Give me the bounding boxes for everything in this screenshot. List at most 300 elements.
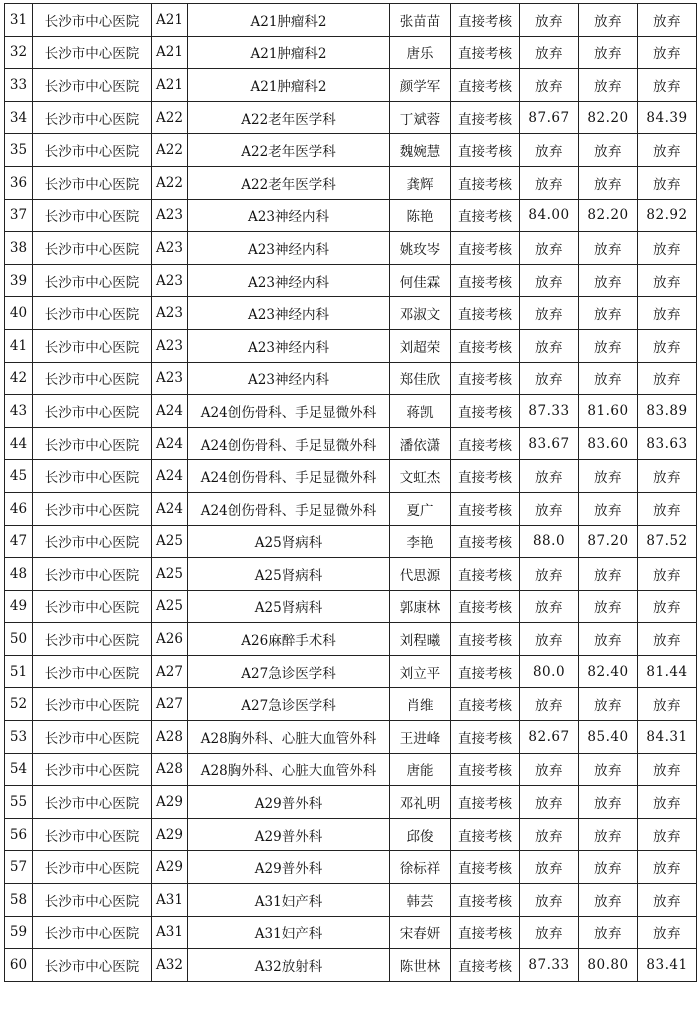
- score-1-cell: 87.67: [520, 101, 579, 134]
- row-number-cell: 36: [5, 166, 33, 199]
- score-1-cell: 放弃: [520, 558, 579, 591]
- hospital-cell: 长沙市中心医院: [33, 492, 152, 525]
- candidate-name-cell: 颜学军: [390, 69, 451, 102]
- score-1-cell: 放弃: [520, 36, 579, 69]
- hospital-cell: 长沙市中心医院: [33, 395, 152, 428]
- row-number-cell: 55: [5, 786, 33, 819]
- hospital-cell: 长沙市中心医院: [33, 264, 152, 297]
- hospital-cell: 长沙市中心医院: [33, 297, 152, 330]
- candidate-name-cell: 刘程曦: [390, 623, 451, 656]
- assessment-type-cell: 直接考核: [451, 134, 520, 167]
- dept-code-cell: A25: [152, 525, 188, 558]
- score-2-cell: 放弃: [579, 329, 638, 362]
- row-number-cell: 39: [5, 264, 33, 297]
- assessment-type-cell: 直接考核: [451, 525, 520, 558]
- score-2-cell: 82.20: [579, 199, 638, 232]
- department-cell: A31妇产科: [188, 884, 390, 917]
- row-number-cell: 40: [5, 297, 33, 330]
- row-number-cell: 33: [5, 69, 33, 102]
- score-1-cell: 放弃: [520, 753, 579, 786]
- dept-code-cell: A32: [152, 949, 188, 982]
- score-3-cell: 放弃: [638, 460, 697, 493]
- score-3-cell: 放弃: [638, 362, 697, 395]
- department-cell: A23神经内科: [188, 232, 390, 265]
- score-3-cell: 81.44: [638, 655, 697, 688]
- row-number-cell: 49: [5, 590, 33, 623]
- score-2-cell: 放弃: [579, 492, 638, 525]
- dept-code-cell: A29: [152, 851, 188, 884]
- dept-code-cell: A28: [152, 753, 188, 786]
- row-number-cell: 60: [5, 949, 33, 982]
- dept-code-cell: A24: [152, 395, 188, 428]
- assessment-type-cell: 直接考核: [451, 166, 520, 199]
- score-2-cell: 82.40: [579, 655, 638, 688]
- score-3-cell: 放弃: [638, 688, 697, 721]
- score-2-cell: 81.60: [579, 395, 638, 428]
- table-row: [5, 590, 697, 623]
- hospital-cell: 长沙市中心医院: [33, 818, 152, 851]
- table-row: [5, 427, 697, 460]
- score-2-cell: 放弃: [579, 590, 638, 623]
- dept-code-cell: A21: [152, 36, 188, 69]
- score-2-cell: 放弃: [579, 36, 638, 69]
- candidate-name-cell: 郑佳欣: [390, 362, 451, 395]
- candidate-name-cell: 徐标祥: [390, 851, 451, 884]
- hospital-cell: 长沙市中心医院: [33, 753, 152, 786]
- hospital-cell: 长沙市中心医院: [33, 558, 152, 591]
- hospital-cell: 长沙市中心医院: [33, 786, 152, 819]
- assessment-type-cell: 直接考核: [451, 69, 520, 102]
- dept-code-cell: A31: [152, 884, 188, 917]
- department-cell: A23神经内科: [188, 297, 390, 330]
- score-3-cell: 83.63: [638, 427, 697, 460]
- assessment-type-cell: 直接考核: [451, 655, 520, 688]
- score-2-cell: 放弃: [579, 688, 638, 721]
- row-number-cell: 52: [5, 688, 33, 721]
- dept-code-cell: A22: [152, 166, 188, 199]
- table-row: [5, 558, 697, 591]
- table-row: [5, 297, 697, 330]
- dept-code-cell: A26: [152, 623, 188, 656]
- dept-code-cell: A28: [152, 721, 188, 754]
- score-3-cell: 放弃: [638, 916, 697, 949]
- score-1-cell: 放弃: [520, 492, 579, 525]
- score-1-cell: 放弃: [520, 4, 579, 37]
- row-number-cell: 48: [5, 558, 33, 591]
- row-number-cell: 43: [5, 395, 33, 428]
- department-cell: A29普外科: [188, 818, 390, 851]
- row-number-cell: 54: [5, 753, 33, 786]
- candidate-name-cell: 蒋凯: [390, 395, 451, 428]
- hospital-cell: 长沙市中心医院: [33, 851, 152, 884]
- department-cell: A23神经内科: [188, 329, 390, 362]
- department-cell: A21肿瘤科2: [188, 36, 390, 69]
- hospital-cell: 长沙市中心医院: [33, 69, 152, 102]
- assessment-type-cell: 直接考核: [451, 688, 520, 721]
- table-row: [5, 721, 697, 754]
- score-1-cell: 放弃: [520, 460, 579, 493]
- score-1-cell: 80.0: [520, 655, 579, 688]
- score-3-cell: 放弃: [638, 884, 697, 917]
- hospital-cell: 长沙市中心医院: [33, 525, 152, 558]
- assessment-type-cell: 直接考核: [451, 232, 520, 265]
- department-cell: A24创伤骨科、手足显微外科: [188, 395, 390, 428]
- dept-code-cell: A24: [152, 492, 188, 525]
- assessment-type-cell: 直接考核: [451, 329, 520, 362]
- hospital-cell: 长沙市中心医院: [33, 623, 152, 656]
- score-1-cell: 放弃: [520, 884, 579, 917]
- score-3-cell: 放弃: [638, 329, 697, 362]
- score-1-cell: 88.0: [520, 525, 579, 558]
- hospital-cell: 长沙市中心医院: [33, 362, 152, 395]
- score-3-cell: 84.39: [638, 101, 697, 134]
- score-3-cell: 放弃: [638, 4, 697, 37]
- assessment-type-cell: 直接考核: [451, 4, 520, 37]
- candidate-name-cell: 邱俊: [390, 818, 451, 851]
- candidate-name-cell: 王进峰: [390, 721, 451, 754]
- hospital-cell: 长沙市中心医院: [33, 916, 152, 949]
- candidate-name-cell: 龚辉: [390, 166, 451, 199]
- hospital-cell: 长沙市中心医院: [33, 166, 152, 199]
- candidate-name-cell: 肖维: [390, 688, 451, 721]
- table-row: [5, 753, 697, 786]
- assessment-type-cell: 直接考核: [451, 199, 520, 232]
- score-3-cell: 放弃: [638, 492, 697, 525]
- hospital-cell: 长沙市中心医院: [33, 949, 152, 982]
- score-2-cell: 放弃: [579, 69, 638, 102]
- score-2-cell: 放弃: [579, 362, 638, 395]
- score-1-cell: 放弃: [520, 688, 579, 721]
- dept-code-cell: A22: [152, 101, 188, 134]
- assessment-type-cell: 直接考核: [451, 623, 520, 656]
- assessment-type-cell: 直接考核: [451, 101, 520, 134]
- score-2-cell: 放弃: [579, 884, 638, 917]
- dept-code-cell: A22: [152, 134, 188, 167]
- table-row: [5, 525, 697, 558]
- department-cell: A24创伤骨科、手足显微外科: [188, 460, 390, 493]
- score-3-cell: 放弃: [638, 297, 697, 330]
- candidate-name-cell: 韩芸: [390, 884, 451, 917]
- assessment-type-cell: 直接考核: [451, 721, 520, 754]
- candidate-name-cell: 张苗苗: [390, 4, 451, 37]
- department-cell: A27急诊医学科: [188, 655, 390, 688]
- score-1-cell: 放弃: [520, 329, 579, 362]
- candidate-name-cell: 唐能: [390, 753, 451, 786]
- score-2-cell: 87.20: [579, 525, 638, 558]
- table-row: [5, 460, 697, 493]
- score-1-cell: 87.33: [520, 395, 579, 428]
- score-3-cell: 放弃: [638, 232, 697, 265]
- dept-code-cell: A27: [152, 688, 188, 721]
- candidate-name-cell: 刘超荣: [390, 329, 451, 362]
- dept-code-cell: A24: [152, 427, 188, 460]
- candidate-name-cell: 宋春妍: [390, 916, 451, 949]
- hospital-cell: 长沙市中心医院: [33, 688, 152, 721]
- table-row: [5, 623, 697, 656]
- table-row: [5, 101, 697, 134]
- dept-code-cell: A21: [152, 69, 188, 102]
- dept-code-cell: A21: [152, 4, 188, 37]
- dept-code-cell: A29: [152, 786, 188, 819]
- score-2-cell: 放弃: [579, 297, 638, 330]
- row-number-cell: 42: [5, 362, 33, 395]
- hospital-cell: 长沙市中心医院: [33, 460, 152, 493]
- results-table: [4, 3, 697, 982]
- score-1-cell: 放弃: [520, 916, 579, 949]
- score-2-cell: 85.40: [579, 721, 638, 754]
- hospital-cell: 长沙市中心医院: [33, 655, 152, 688]
- row-number-cell: 35: [5, 134, 33, 167]
- row-number-cell: 59: [5, 916, 33, 949]
- candidate-name-cell: 唐乐: [390, 36, 451, 69]
- department-cell: A22老年医学科: [188, 166, 390, 199]
- table-row: [5, 851, 697, 884]
- assessment-type-cell: 直接考核: [451, 395, 520, 428]
- table-row: [5, 818, 697, 851]
- department-cell: A25肾病科: [188, 590, 390, 623]
- assessment-type-cell: 直接考核: [451, 362, 520, 395]
- row-number-cell: 41: [5, 329, 33, 362]
- score-2-cell: 放弃: [579, 264, 638, 297]
- score-2-cell: 放弃: [579, 623, 638, 656]
- score-3-cell: 82.92: [638, 199, 697, 232]
- dept-code-cell: A25: [152, 558, 188, 591]
- hospital-cell: 长沙市中心医院: [33, 427, 152, 460]
- score-1-cell: 83.67: [520, 427, 579, 460]
- candidate-name-cell: 文虹杰: [390, 460, 451, 493]
- table-row: [5, 786, 697, 819]
- score-3-cell: 放弃: [638, 558, 697, 591]
- row-number-cell: 46: [5, 492, 33, 525]
- candidate-name-cell: 郭康林: [390, 590, 451, 623]
- dept-code-cell: A25: [152, 590, 188, 623]
- dept-code-cell: A23: [152, 362, 188, 395]
- score-1-cell: 放弃: [520, 851, 579, 884]
- row-number-cell: 45: [5, 460, 33, 493]
- assessment-type-cell: 直接考核: [451, 492, 520, 525]
- assessment-type-cell: 直接考核: [451, 818, 520, 851]
- score-1-cell: 84.00: [520, 199, 579, 232]
- score-2-cell: 放弃: [579, 4, 638, 37]
- assessment-type-cell: 直接考核: [451, 949, 520, 982]
- dept-code-cell: A24: [152, 460, 188, 493]
- department-cell: A29普外科: [188, 851, 390, 884]
- table-row: [5, 166, 697, 199]
- candidate-name-cell: 刘立平: [390, 655, 451, 688]
- table-row: [5, 232, 697, 265]
- score-3-cell: 放弃: [638, 753, 697, 786]
- row-number-cell: 50: [5, 623, 33, 656]
- dept-code-cell: A27: [152, 655, 188, 688]
- hospital-cell: 长沙市中心医院: [33, 101, 152, 134]
- table-row: [5, 688, 697, 721]
- table-row: [5, 916, 697, 949]
- table-row: [5, 884, 697, 917]
- department-cell: A26麻醉手术科: [188, 623, 390, 656]
- assessment-type-cell: 直接考核: [451, 36, 520, 69]
- table-row: [5, 36, 697, 69]
- row-number-cell: 37: [5, 199, 33, 232]
- score-3-cell: 放弃: [638, 69, 697, 102]
- score-3-cell: 放弃: [638, 36, 697, 69]
- assessment-type-cell: 直接考核: [451, 297, 520, 330]
- table-body: [5, 4, 697, 982]
- assessment-type-cell: 直接考核: [451, 427, 520, 460]
- department-cell: A25肾病科: [188, 525, 390, 558]
- score-3-cell: 放弃: [638, 818, 697, 851]
- assessment-type-cell: 直接考核: [451, 590, 520, 623]
- candidate-name-cell: 夏广: [390, 492, 451, 525]
- table-row: [5, 655, 697, 688]
- hospital-cell: 长沙市中心医院: [33, 134, 152, 167]
- assessment-type-cell: 直接考核: [451, 558, 520, 591]
- candidate-name-cell: 潘依潇: [390, 427, 451, 460]
- row-number-cell: 34: [5, 101, 33, 134]
- candidate-name-cell: 姚玫岑: [390, 232, 451, 265]
- score-2-cell: 放弃: [579, 558, 638, 591]
- score-2-cell: 放弃: [579, 232, 638, 265]
- score-3-cell: 放弃: [638, 851, 697, 884]
- department-cell: A22老年医学科: [188, 101, 390, 134]
- score-3-cell: 放弃: [638, 590, 697, 623]
- department-cell: A23神经内科: [188, 264, 390, 297]
- dept-code-cell: A23: [152, 232, 188, 265]
- department-cell: A28胸外科、心脏大血管外科: [188, 721, 390, 754]
- row-number-cell: 58: [5, 884, 33, 917]
- assessment-type-cell: 直接考核: [451, 786, 520, 819]
- score-1-cell: 82.67: [520, 721, 579, 754]
- hospital-cell: 长沙市中心医院: [33, 590, 152, 623]
- table-row: [5, 362, 697, 395]
- dept-code-cell: A31: [152, 916, 188, 949]
- row-number-cell: 44: [5, 427, 33, 460]
- table-row: [5, 395, 697, 428]
- table-row: [5, 264, 697, 297]
- score-3-cell: 放弃: [638, 786, 697, 819]
- hospital-cell: 长沙市中心医院: [33, 721, 152, 754]
- score-2-cell: 82.20: [579, 101, 638, 134]
- dept-code-cell: A29: [152, 818, 188, 851]
- department-cell: A24创伤骨科、手足显微外科: [188, 492, 390, 525]
- dept-code-cell: A23: [152, 264, 188, 297]
- assessment-type-cell: 直接考核: [451, 264, 520, 297]
- department-cell: A21肿瘤科2: [188, 4, 390, 37]
- score-2-cell: 80.80: [579, 949, 638, 982]
- score-1-cell: 放弃: [520, 590, 579, 623]
- table-row: [5, 134, 697, 167]
- department-cell: A28胸外科、心脏大血管外科: [188, 753, 390, 786]
- dept-code-cell: A23: [152, 297, 188, 330]
- score-1-cell: 放弃: [520, 623, 579, 656]
- department-cell: A27急诊医学科: [188, 688, 390, 721]
- candidate-name-cell: 代思源: [390, 558, 451, 591]
- score-3-cell: 放弃: [638, 623, 697, 656]
- candidate-name-cell: 魏婉慧: [390, 134, 451, 167]
- row-number-cell: 56: [5, 818, 33, 851]
- department-cell: A23神经内科: [188, 362, 390, 395]
- department-cell: A25肾病科: [188, 558, 390, 591]
- table-row: [5, 329, 697, 362]
- score-3-cell: 87.52: [638, 525, 697, 558]
- candidate-name-cell: 陈艳: [390, 199, 451, 232]
- score-3-cell: 83.89: [638, 395, 697, 428]
- score-3-cell: 放弃: [638, 264, 697, 297]
- score-1-cell: 放弃: [520, 232, 579, 265]
- department-cell: A32放射科: [188, 949, 390, 982]
- department-cell: A24创伤骨科、手足显微外科: [188, 427, 390, 460]
- row-number-cell: 32: [5, 36, 33, 69]
- row-number-cell: 53: [5, 721, 33, 754]
- score-3-cell: 84.31: [638, 721, 697, 754]
- hospital-cell: 长沙市中心医院: [33, 4, 152, 37]
- score-3-cell: 83.41: [638, 949, 697, 982]
- row-number-cell: 47: [5, 525, 33, 558]
- row-number-cell: 38: [5, 232, 33, 265]
- score-1-cell: 87.33: [520, 949, 579, 982]
- assessment-type-cell: 直接考核: [451, 916, 520, 949]
- hospital-cell: 长沙市中心医院: [33, 232, 152, 265]
- score-2-cell: 放弃: [579, 166, 638, 199]
- score-2-cell: 83.60: [579, 427, 638, 460]
- score-1-cell: 放弃: [520, 69, 579, 102]
- score-2-cell: 放弃: [579, 916, 638, 949]
- assessment-type-cell: 直接考核: [451, 884, 520, 917]
- score-2-cell: 放弃: [579, 134, 638, 167]
- score-3-cell: 放弃: [638, 166, 697, 199]
- candidate-name-cell: 陈世林: [390, 949, 451, 982]
- department-cell: A21肿瘤科2: [188, 69, 390, 102]
- score-3-cell: 放弃: [638, 134, 697, 167]
- score-2-cell: 放弃: [579, 460, 638, 493]
- candidate-name-cell: 李艳: [390, 525, 451, 558]
- score-1-cell: 放弃: [520, 786, 579, 819]
- score-1-cell: 放弃: [520, 818, 579, 851]
- assessment-type-cell: 直接考核: [451, 460, 520, 493]
- table-row: [5, 4, 697, 37]
- hospital-cell: 长沙市中心医院: [33, 329, 152, 362]
- row-number-cell: 51: [5, 655, 33, 688]
- department-cell: A29普外科: [188, 786, 390, 819]
- score-1-cell: 放弃: [520, 166, 579, 199]
- table-row: [5, 949, 697, 982]
- score-1-cell: 放弃: [520, 297, 579, 330]
- score-2-cell: 放弃: [579, 753, 638, 786]
- hospital-cell: 长沙市中心医院: [33, 36, 152, 69]
- score-2-cell: 放弃: [579, 851, 638, 884]
- table-row: [5, 69, 697, 102]
- department-cell: A23神经内科: [188, 199, 390, 232]
- department-cell: A31妇产科: [188, 916, 390, 949]
- assessment-type-cell: 直接考核: [451, 753, 520, 786]
- hospital-cell: 长沙市中心医院: [33, 884, 152, 917]
- hospital-cell: 长沙市中心医院: [33, 199, 152, 232]
- table-row: [5, 199, 697, 232]
- department-cell: A22老年医学科: [188, 134, 390, 167]
- score-1-cell: 放弃: [520, 134, 579, 167]
- score-1-cell: 放弃: [520, 362, 579, 395]
- row-number-cell: 57: [5, 851, 33, 884]
- score-1-cell: 放弃: [520, 264, 579, 297]
- candidate-name-cell: 邓淑文: [390, 297, 451, 330]
- dept-code-cell: A23: [152, 199, 188, 232]
- candidate-name-cell: 何佳霖: [390, 264, 451, 297]
- candidate-name-cell: 丁斌蓉: [390, 101, 451, 134]
- score-2-cell: 放弃: [579, 818, 638, 851]
- score-2-cell: 放弃: [579, 786, 638, 819]
- row-number-cell: 31: [5, 4, 33, 37]
- candidate-name-cell: 邓礼明: [390, 786, 451, 819]
- dept-code-cell: A23: [152, 329, 188, 362]
